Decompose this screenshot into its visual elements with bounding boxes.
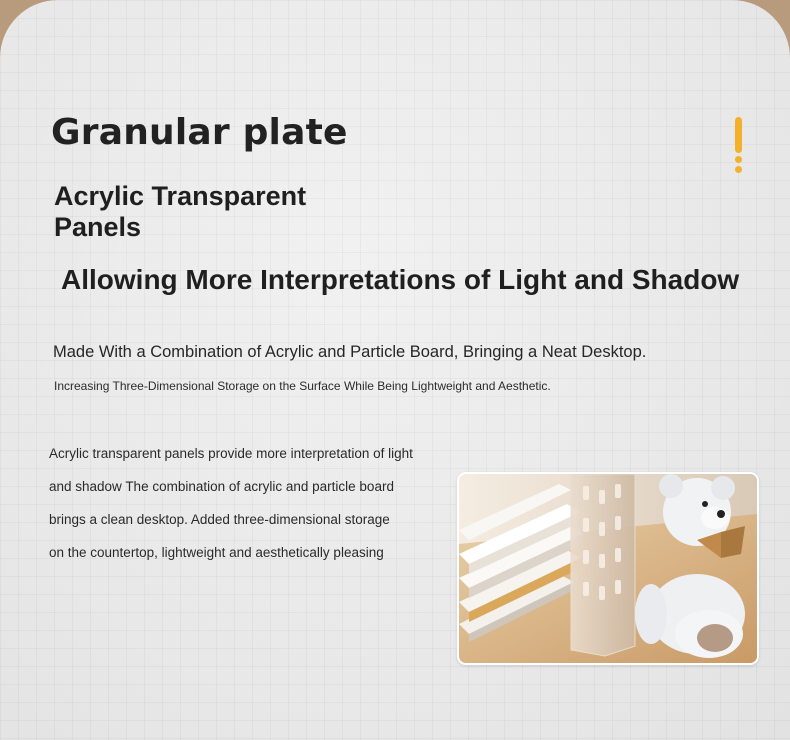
description-line: brings a clean desktop. Added three-dimensional storage <box>49 512 390 527</box>
section-tagline: Allowing More Interpretations of Light and Shadow <box>61 264 740 295</box>
accent-dot-icon <box>735 156 742 163</box>
description-block <box>49 437 449 569</box>
description-line: on the countertop, lightweight and aesthetically pleasing <box>49 545 384 560</box>
description-line: and shadow The combination of acrylic and particle board <box>49 479 394 494</box>
accent-bar-icon <box>735 117 742 153</box>
intro-subtext: Increasing Three-Dimensional Storage on the Surface While Being Lightweight and Aesthetic. <box>54 379 551 393</box>
accent-dot-icon <box>735 166 742 173</box>
section-subtitle: Acrylic Transparent Panels <box>54 181 307 242</box>
acrylic-panel <box>571 474 635 656</box>
page-title: Granular plate <box>51 112 348 153</box>
intro-lead: Made With a Combination of Acrylic and Particle Board, Bringing a Neat Desktop. <box>53 343 647 361</box>
product-photo <box>457 472 759 665</box>
description-line: Acrylic transparent panels provide more interpretation of light <box>49 446 413 461</box>
product-photo-illustration <box>459 474 757 663</box>
